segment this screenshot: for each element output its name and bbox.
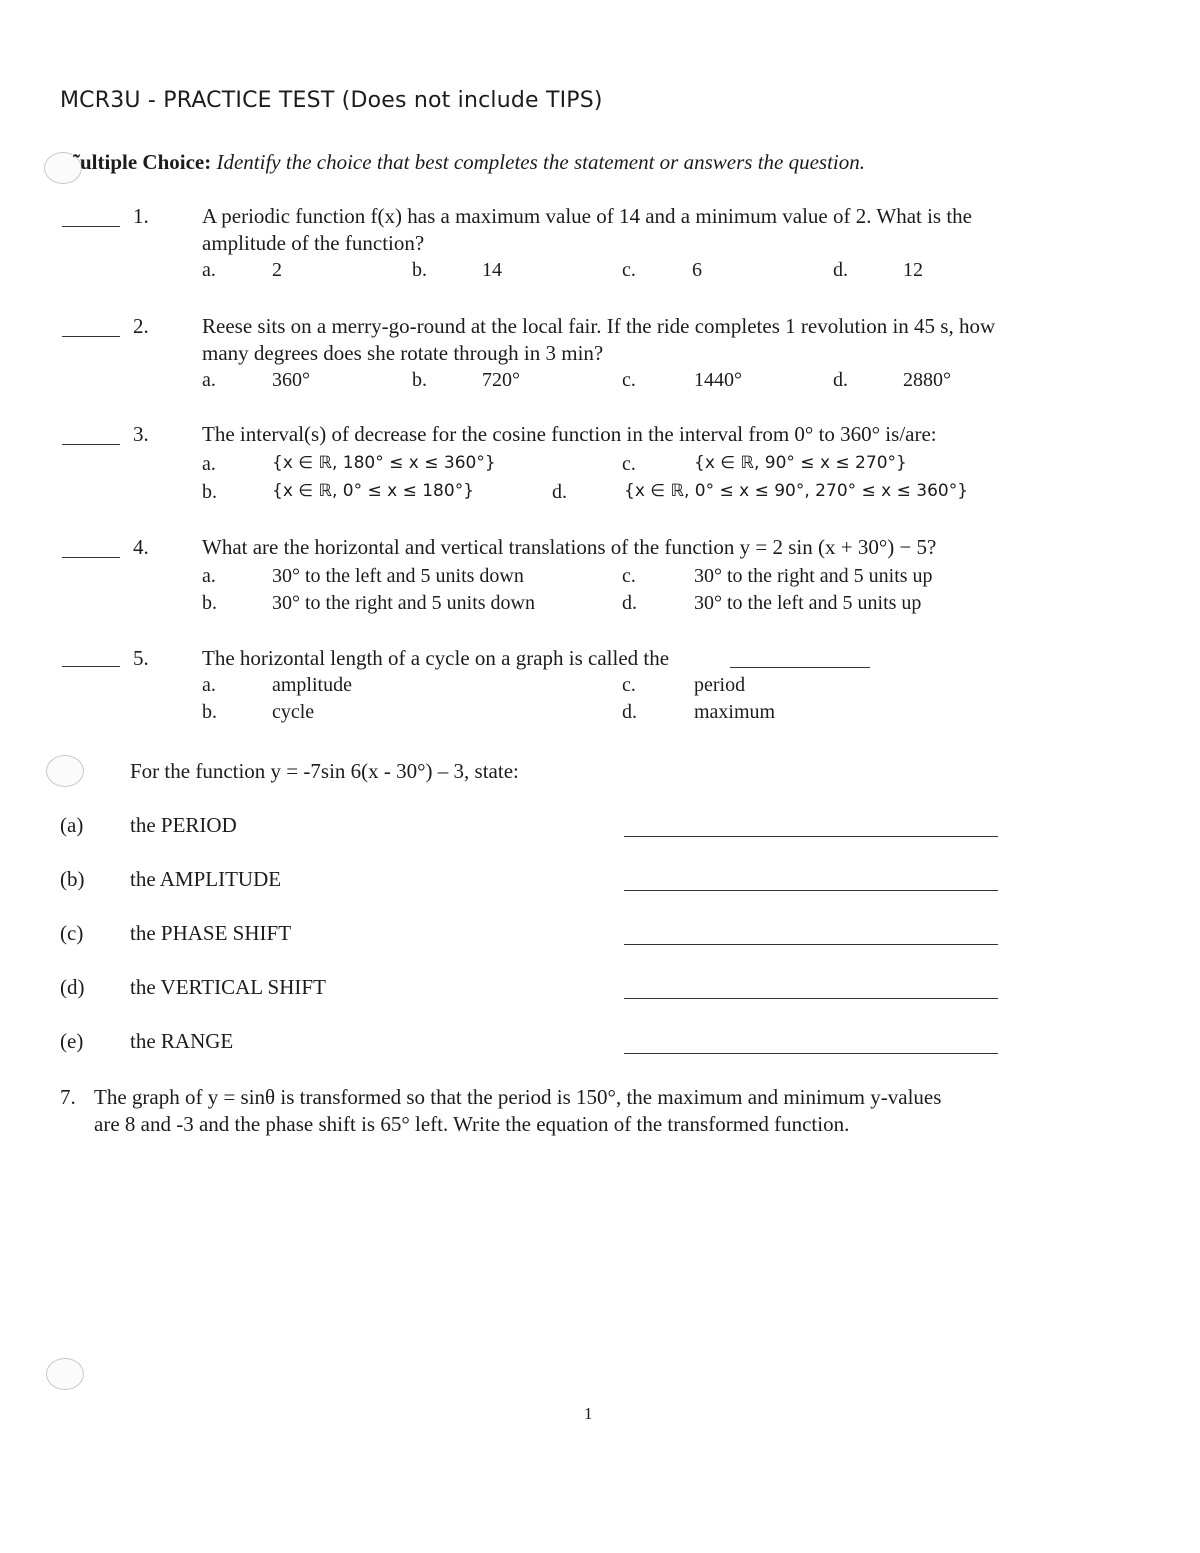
part-label: (e)	[60, 1029, 84, 1053]
question-7-line: The graph of y = sinθ is transformed so that the period is 150°, the maximum and minimum y-values	[94, 1085, 942, 1109]
option-letter: a.	[202, 259, 216, 281]
option-letter: b.	[412, 259, 427, 281]
question-number: 5.	[133, 646, 149, 670]
part-text: the PERIOD	[130, 813, 237, 837]
punch-hole-bottom	[46, 1358, 84, 1390]
option-letter: a.	[202, 453, 216, 475]
section-header	[73, 150, 865, 175]
part-text: the AMPLITUDE	[130, 867, 282, 891]
option-letter: d.	[622, 701, 637, 723]
answer-line-phase-shift[interactable]	[624, 944, 998, 945]
option-text: cycle	[272, 701, 315, 723]
option-letter: d.	[833, 259, 848, 281]
question-number: 3.	[133, 422, 149, 446]
option-letter: c.	[622, 565, 636, 587]
part-text: the RANGE	[130, 1029, 234, 1053]
option-text: maximum	[694, 701, 776, 723]
option-text: amplitude	[272, 674, 352, 696]
option-text: {x ∈ ℝ, 180° ≤ x ≤ 360°}	[272, 453, 496, 473]
option-text: 1440°	[694, 369, 742, 391]
option-text: {x ∈ ℝ, 0° ≤ x ≤ 180°}	[272, 481, 475, 501]
option-letter: d.	[552, 481, 567, 503]
question-text-line: The horizontal length of a cycle on a graph is called the	[202, 646, 670, 670]
answer-line-amplitude[interactable]	[624, 890, 998, 891]
option-letter: a.	[202, 369, 216, 391]
option-letter: b.	[412, 369, 427, 391]
option-text: 360°	[272, 369, 310, 391]
question-text-line: many degrees does she rotate through in 3 min?	[202, 341, 604, 365]
answer-line-range[interactable]	[624, 1053, 998, 1054]
question-number: 7.	[60, 1085, 76, 1109]
option-text: 30° to the right and 5 units down	[272, 592, 535, 614]
answer-blank-q4[interactable]	[62, 557, 120, 558]
option-text: 2880°	[903, 369, 951, 391]
option-letter: b.	[202, 592, 217, 614]
answer-blank-q1[interactable]	[62, 226, 120, 227]
section-label: ˜ultiple Choice:	[73, 150, 212, 174]
question-text-line: Reese sits on a merry-go-round at the local fair. If the ride completes 1 revolution in 45 s, how	[202, 314, 996, 338]
page-title: MCR3U - PRACTICE TEST (Does not include TIPS)	[60, 88, 603, 113]
question-number: 2.	[133, 314, 149, 338]
option-letter: d.	[622, 592, 637, 614]
option-letter: c.	[622, 369, 636, 391]
page-number: 1	[584, 1404, 593, 1423]
part-label: (b)	[60, 867, 85, 891]
option-text: 720°	[482, 369, 520, 391]
option-letter: c.	[622, 453, 636, 475]
option-letter: b.	[202, 701, 217, 723]
answer-line-period[interactable]	[624, 836, 998, 837]
option-text: 30° to the left and 5 units down	[272, 565, 524, 587]
answer-line-vertical-shift[interactable]	[624, 998, 998, 999]
option-text: {x ∈ ℝ, 90° ≤ x ≤ 270°}	[694, 453, 907, 473]
question-number: 4.	[133, 535, 149, 559]
part-label: (c)	[60, 921, 84, 945]
answer-blank-q2[interactable]	[62, 336, 120, 337]
punch-hole-middle	[46, 755, 84, 787]
section-instruction: Identify the choice that best completes the statement or answers the question.	[216, 150, 866, 174]
option-text: 12	[903, 259, 923, 281]
option-text: 2	[272, 259, 282, 281]
option-text: period	[694, 674, 746, 696]
answer-blank-q3[interactable]	[62, 444, 120, 445]
option-text: {x ∈ ℝ, 0° ≤ x ≤ 90°, 270° ≤ x ≤ 360°}	[624, 481, 969, 501]
question-number: 1.	[133, 204, 149, 228]
question-6-prompt: For the function y = -7sin 6(x - 30°) – 3, state:	[130, 759, 519, 783]
option-letter: c.	[622, 259, 636, 281]
question-text-line: A periodic function f(x) has a maximum value of 14 and a minimum value of 2. What is the	[202, 204, 973, 228]
question-7-line: are 8 and -3 and the phase shift is 65° left. Write the equation of the transformed function.	[94, 1112, 850, 1136]
question-text-line: What are the horizontal and vertical translations of the function y = 2 sin (x + 30°) − 5?	[202, 535, 937, 559]
option-letter: a.	[202, 674, 216, 696]
question-text-line: The interval(s) of decrease for the cosine function in the interval from 0° to 360° is/are:	[202, 422, 937, 446]
part-label: (a)	[60, 813, 84, 837]
option-text: 30° to the left and 5 units up	[694, 592, 922, 614]
option-letter: c.	[622, 674, 636, 696]
fill-in-blank[interactable]	[730, 667, 870, 668]
part-text: the VERTICAL SHIFT	[130, 975, 326, 999]
part-label: (d)	[60, 975, 85, 999]
option-letter: d.	[833, 369, 848, 391]
answer-blank-q5[interactable]	[62, 666, 120, 667]
option-text: 6	[692, 259, 702, 281]
option-letter: a.	[202, 565, 216, 587]
option-letter: b.	[202, 481, 217, 503]
option-text: 30° to the right and 5 units up	[694, 565, 933, 587]
part-text: the PHASE SHIFT	[130, 921, 292, 945]
question-text-line: amplitude of the function?	[202, 231, 425, 255]
option-text: 14	[482, 259, 502, 281]
